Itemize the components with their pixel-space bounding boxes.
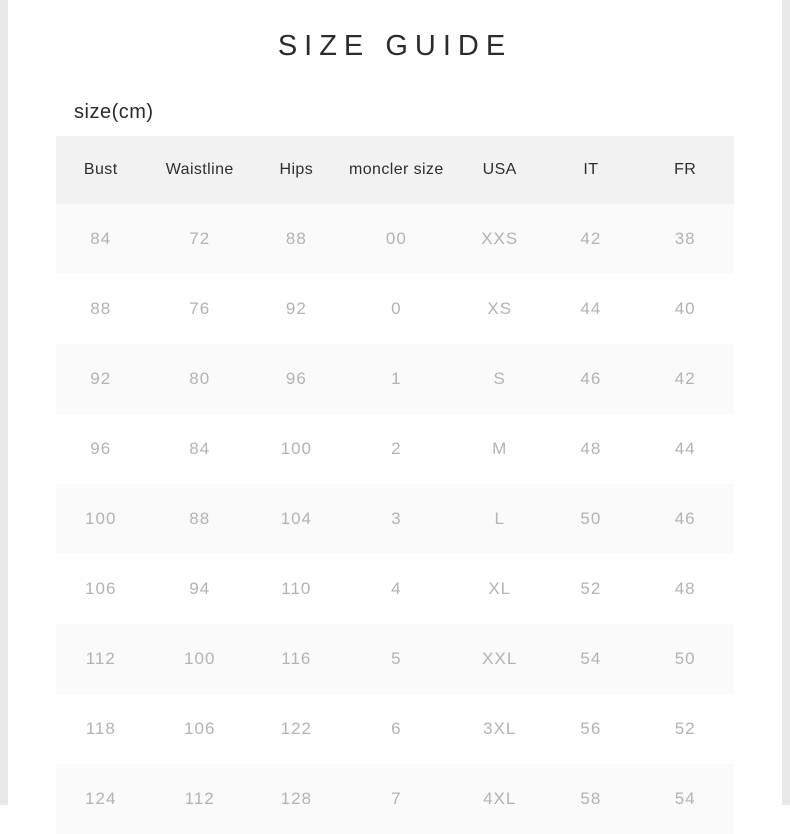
cell-fr: 40 — [636, 274, 734, 344]
cell-waistline: 112 — [145, 764, 253, 834]
cell-bust: 84 — [56, 204, 145, 274]
cell-hips: 122 — [254, 694, 339, 764]
cell-waistline: 84 — [145, 414, 253, 484]
cell-fr: 38 — [636, 204, 734, 274]
cell-it: 48 — [545, 414, 636, 484]
cell-hips: 116 — [254, 624, 339, 694]
cell-moncler-size: 7 — [339, 764, 454, 834]
cell-moncler-size: 5 — [339, 624, 454, 694]
cell-bust: 92 — [56, 344, 145, 414]
size-table — [56, 136, 734, 834]
cell-bust: 118 — [56, 694, 145, 764]
table-row — [56, 484, 734, 554]
cell-moncler-size: 6 — [339, 694, 454, 764]
cell-waistline: 76 — [145, 274, 253, 344]
table-row — [56, 414, 734, 484]
cell-fr: 46 — [636, 484, 734, 554]
cell-waistline: 80 — [145, 344, 253, 414]
cell-moncler-size: 00 — [339, 204, 454, 274]
cell-waistline: 72 — [145, 204, 253, 274]
table-row — [56, 274, 734, 344]
cell-hips: 88 — [254, 204, 339, 274]
cell-fr: 42 — [636, 344, 734, 414]
page-title: SIZE GUIDE — [277, 30, 513, 62]
cell-hips: 92 — [254, 274, 339, 344]
table-row — [56, 694, 734, 764]
cell-usa: XXL — [454, 624, 546, 694]
cell-fr: 48 — [636, 554, 734, 624]
table-row — [56, 344, 734, 414]
cell-usa: S — [454, 344, 546, 414]
cell-hips: 100 — [254, 414, 339, 484]
column-header-bust: Bust — [56, 136, 145, 204]
table-header-row — [56, 136, 734, 204]
cell-waistline: 88 — [145, 484, 253, 554]
cell-it: 54 — [545, 624, 636, 694]
cell-waistline: 106 — [145, 694, 253, 764]
table-row — [56, 764, 734, 834]
cell-it: 44 — [545, 274, 636, 344]
size-table-container — [56, 136, 734, 834]
column-header-waistline: Waistline — [145, 136, 253, 204]
cell-moncler-size: 1 — [339, 344, 454, 414]
cell-it: 58 — [545, 764, 636, 834]
cell-waistline: 94 — [145, 554, 253, 624]
cell-it: 46 — [545, 344, 636, 414]
cell-fr: 50 — [636, 624, 734, 694]
cell-bust: 124 — [56, 764, 145, 834]
column-header-fr: FR — [636, 136, 734, 204]
cell-it: 42 — [545, 204, 636, 274]
cell-it: 56 — [545, 694, 636, 764]
cell-usa: XS — [454, 274, 546, 344]
cell-moncler-size: 4 — [339, 554, 454, 624]
cell-hips: 110 — [254, 554, 339, 624]
cell-waistline: 100 — [145, 624, 253, 694]
cell-bust: 106 — [56, 554, 145, 624]
cell-moncler-size: 0 — [339, 274, 454, 344]
column-header-hips: Hips — [254, 136, 339, 204]
cell-it: 52 — [545, 554, 636, 624]
cell-fr: 54 — [636, 764, 734, 834]
column-header-it: IT — [545, 136, 636, 204]
table-row — [56, 204, 734, 274]
cell-bust: 100 — [56, 484, 145, 554]
column-header-moncler-size: moncler size — [339, 136, 454, 204]
table-row — [56, 554, 734, 624]
cell-fr: 44 — [636, 414, 734, 484]
cell-hips: 128 — [254, 764, 339, 834]
cell-bust: 88 — [56, 274, 145, 344]
cell-usa: L — [454, 484, 546, 554]
cell-usa: XL — [454, 554, 546, 624]
cell-hips: 96 — [254, 344, 339, 414]
cell-usa: M — [454, 414, 546, 484]
cell-usa: XXS — [454, 204, 546, 274]
cell-moncler-size: 2 — [339, 414, 454, 484]
table-header — [56, 136, 734, 204]
cell-usa: 3XL — [454, 694, 546, 764]
table-body — [56, 204, 734, 834]
cell-hips: 104 — [254, 484, 339, 554]
cell-it: 50 — [545, 484, 636, 554]
cell-usa: 4XL — [454, 764, 546, 834]
unit-label: size(cm) — [74, 101, 154, 123]
table-row — [56, 624, 734, 694]
cell-bust: 112 — [56, 624, 145, 694]
cell-moncler-size: 3 — [339, 484, 454, 554]
cell-fr: 52 — [636, 694, 734, 764]
column-header-usa: USA — [454, 136, 546, 204]
cell-bust: 96 — [56, 414, 145, 484]
